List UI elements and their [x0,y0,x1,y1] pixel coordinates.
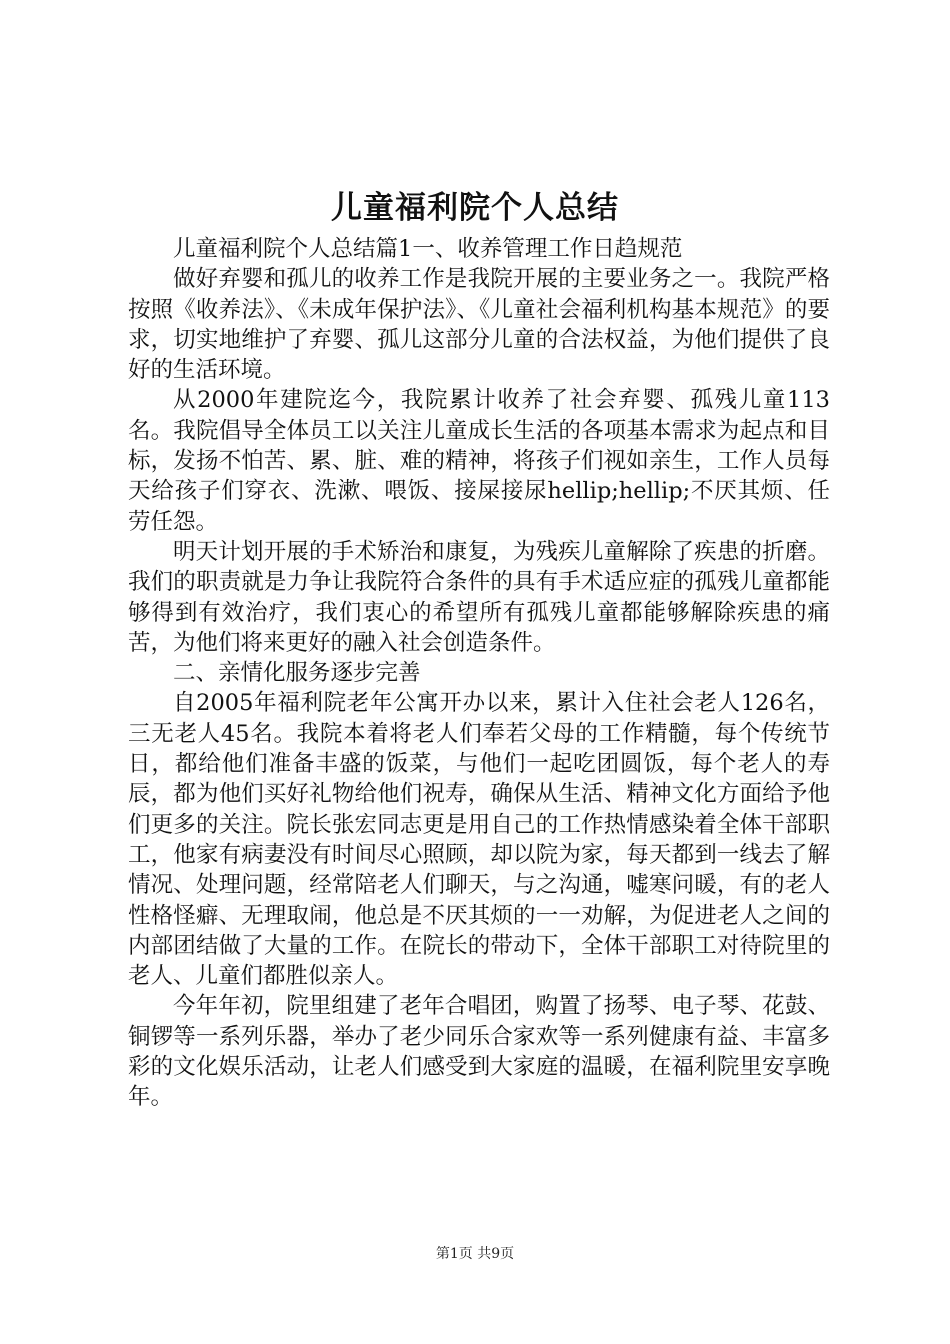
paragraph-choir: 今年年初，院里组建了老年合唱团，购置了扬琴、电子琴、花鼓、铜锣等一系列乐器，举办了老少同乐合家欢等一系列健康有益、丰富多彩的文化娱乐活动，让老人们感受到大家庭的温暖，在福利院里安享晚年。 [128,993,830,1111]
paragraph-intro-heading: 儿童福利院个人总结篇1一、收养管理工作日趋规范 [173,236,683,262]
document-title: 儿童福利院个人总结 [331,190,619,226]
paragraph-adoption-stats: 从2000年建院迄今，我院累计收养了社会弃婴、孤残儿童113名。我院倡导全体员工以关注儿童成长生活的各项基本需求为起点和目标，发扬不怕苦、累、脏、难的精神，将孩子们视如亲生，工作人员每天给孩子们穿衣、洗漱、喂饭、接屎接尿hellip;hellip;不厌其烦、任劳任怨。 [128,387,830,535]
section-heading-family-service: 二、亲情化服务逐步完善 [173,660,421,687]
paragraph-adoption-work: 做好弃婴和孤儿的收养工作是我院开展的主要业务之一。我院严格按照《收养法》、《未成年保护法》、《儿童社会福利机构基本规范》的要求，切实地维护了弃婴、孤儿这部分儿童的合法权益，为他们提供了良好的生活环境。 [128,266,830,384]
paragraph-surgery: 明天计划开展的手术矫治和康复，为残疾儿童解除了疾患的折磨。我们的职责就是力争让我院符合条件的具有手术适应症的孤残儿童都能够得到有效治疗，我们衷心的希望所有孤残儿童都能够解除疾患的痛苦，为他们将来更好的融入社会创造条件。 [128,538,830,656]
document-body [128,234,830,1113]
paragraph-elderly-care: 自2005年福利院老年公寓开办以来，累计入住社会老人126名，三无老人45名。我院本着将老人们奉若父母的工作精髓，每个传统节日，都给他们准备丰盛的饭菜，与他们一起吃团圆饭，每个老人的寿辰，都为他们买好礼物给他们祝寿，确保从生活、精神文化方面给予他们更多的关注。院长张宏同志更是用自己的工作热情感染着全体干部职工，他家有病妻没有时间尽心照顾，却以院为家，每天都到一线去了解情况、处理问题，经常陪老人们聊天，与之沟通，嘘寒问暖，有的老人性格怪癖、无理取闹，他总是不厌其烦的一一劝解，为促进老人之间的内部团结做了大量的工作。在院长的带动下，全体干部职工对待院里的老人、儿童们都胜似亲人。 [128,690,830,990]
page-footer: 第1页 共9页 [435,1246,515,1262]
